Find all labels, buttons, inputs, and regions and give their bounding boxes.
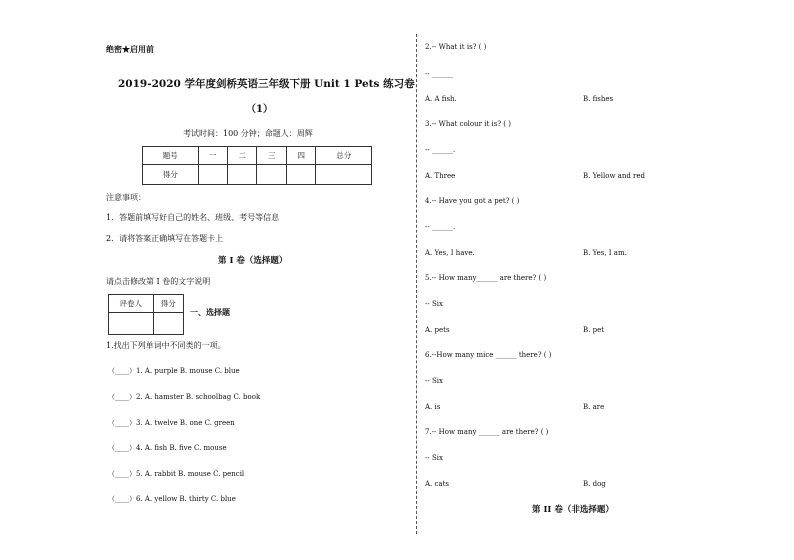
score-table-header-cell: 一 xyxy=(198,147,227,165)
question-3: 3.-- What colour it is? ( ) xyxy=(425,120,511,128)
column-divider xyxy=(416,34,417,534)
grader-table xyxy=(108,294,184,335)
question-1-intro: 1.找出下列单词中不同类的一项。 xyxy=(106,341,226,350)
question-3-answer: -- ______. xyxy=(425,146,456,154)
score-cell[interactable] xyxy=(198,165,227,185)
section-heading: 一、选择题 xyxy=(190,307,230,317)
question-7-option-b: B. dog xyxy=(583,480,606,488)
grader-cell[interactable] xyxy=(109,313,154,335)
score-table xyxy=(142,146,372,185)
score-cell[interactable] xyxy=(316,165,372,185)
question-2-option-b: B. fishes xyxy=(583,95,614,103)
question-4-option-a: A. Yes, I have. xyxy=(425,249,475,257)
question-5-option-a: A. pets xyxy=(425,326,450,334)
question-1-item: （____）1. A. purple B. mouse C. blue xyxy=(108,367,240,375)
score-cell[interactable] xyxy=(286,165,315,185)
question-4-answer: -- ______. xyxy=(425,223,456,231)
question-2: 2.-- What it is? ( ) xyxy=(425,43,487,51)
question-4-option-b: B. Yes, I am. xyxy=(583,249,627,257)
question-1-item: （____）3. A. twelve B. one C. green xyxy=(108,419,235,427)
score-table-header-cell: 四 xyxy=(286,147,315,165)
question-6-option-b: B. are xyxy=(583,403,605,411)
question-5-answer: -- Six xyxy=(425,300,443,308)
question-3-option-a: A. Three xyxy=(425,172,456,180)
score-table-header-cell: 题号 xyxy=(143,147,199,165)
question-6: 6.--How many mice ______ there? ( ) xyxy=(425,351,552,359)
score-cell[interactable] xyxy=(227,165,256,185)
notice-item-1: 1．答题前填写好自己的姓名、班级、考号等信息 xyxy=(106,213,280,222)
question-3-option-b: B. Yellow and red xyxy=(583,172,646,180)
question-2-option-a: A. A fish. xyxy=(425,95,457,103)
question-4: 4.-- Have you got a pet? ( ) xyxy=(425,197,520,205)
paper-title-number: （1） xyxy=(246,104,273,115)
question-2-answer: -- ______ xyxy=(425,70,453,78)
question-6-option-a: A. is xyxy=(425,403,441,411)
question-7-answer: -- Six xyxy=(425,454,443,462)
score-table-header-cell: 二 xyxy=(227,147,256,165)
secret-label: 绝密★启用前 xyxy=(106,44,154,54)
part1-note: 请点击修改第 I 卷的文字说明 xyxy=(106,277,211,286)
score-table-header-cell: 总分 xyxy=(316,147,372,165)
question-6-answer: -- Six xyxy=(425,377,443,385)
notice-item-2: 2．请将答案正确填写在答题卡上 xyxy=(106,234,224,243)
paper-title: 2019-2020 学年度剑桥英语三年级下册 Unit 1 Pets 练习卷 xyxy=(118,78,415,90)
question-5-option-b: B. pet xyxy=(583,326,605,334)
question-5: 5.-- How many______ are there? ( ) xyxy=(425,274,547,282)
score-table-header-cell: 三 xyxy=(257,147,286,165)
part1-title: 第 I 卷（选择题） xyxy=(218,256,288,266)
grader-label: 评卷人 xyxy=(109,295,154,313)
part2-title: 第 II 卷（非选择题） xyxy=(532,505,614,515)
question-1-item: （____）4. A. fish B. five C. mouse xyxy=(108,444,227,452)
question-7: 7.-- How many ______ are there? ( ) xyxy=(425,428,549,436)
question-1-item: （____）6. A. yellow B. thirty C. blue xyxy=(108,495,236,503)
grader-score-label: 得分 xyxy=(153,295,183,313)
score-table-row-label: 得分 xyxy=(143,165,199,185)
grader-score-cell[interactable] xyxy=(153,313,183,335)
question-1-item: （____）2. A. hamster B. schoolbag C. book xyxy=(108,393,261,401)
question-1-item: （____）5. A. rabbit B. mouse C. pencil xyxy=(108,470,245,478)
notice-title: 注意事项： xyxy=(106,193,146,202)
exam-info: 考试时间：100 分钟；命题人：周辉 xyxy=(183,129,313,138)
question-7-option-a: A. cats xyxy=(425,480,450,488)
score-cell[interactable] xyxy=(257,165,286,185)
